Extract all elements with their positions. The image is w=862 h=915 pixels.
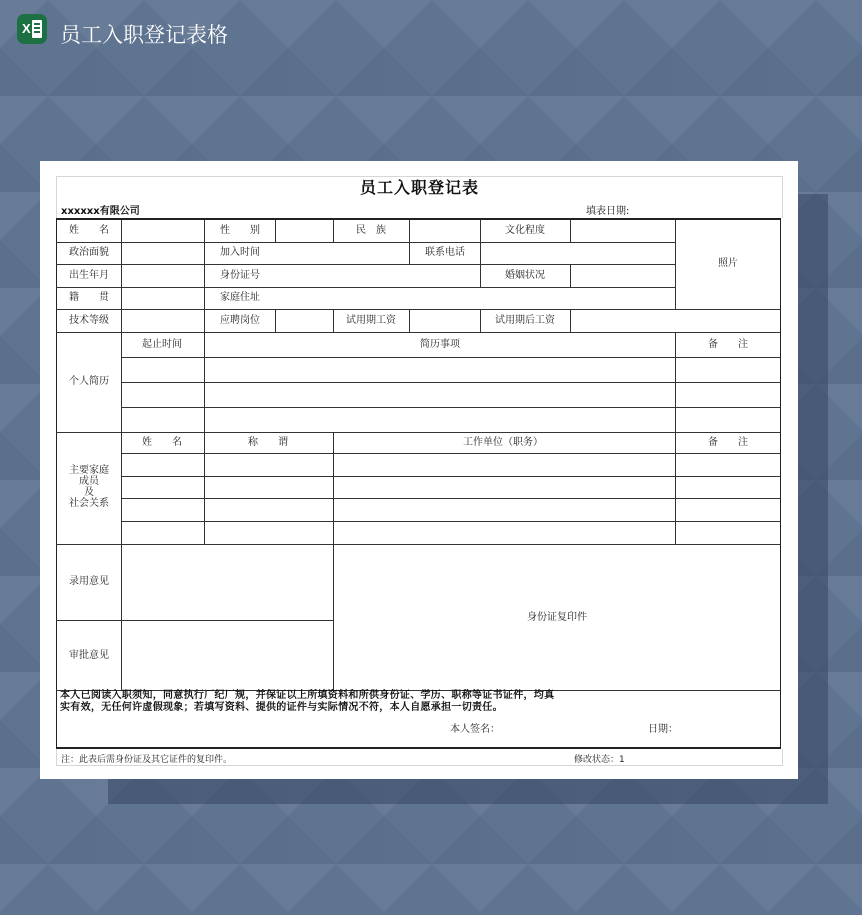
grid-line xyxy=(56,620,333,621)
resume-remark-header: 备 注 xyxy=(708,339,748,350)
grid-line xyxy=(121,407,781,408)
gender-label: 性 别 xyxy=(220,225,260,236)
form-subheader xyxy=(56,199,783,218)
fill-date-label: 填表日期: xyxy=(586,206,630,217)
grid-line xyxy=(480,309,481,332)
trial-salary-label: 试用期工资 xyxy=(346,315,396,326)
company-name: xxxxxx有限公司 xyxy=(61,206,140,217)
grid-line xyxy=(56,309,781,310)
hire-opinion-label: 录用意见 xyxy=(69,576,109,587)
form-table xyxy=(56,218,781,749)
tech-level-label: 技术等级 xyxy=(69,315,109,326)
marital-label: 婚姻状况 xyxy=(505,270,545,281)
family-section-label-2: 成员 xyxy=(79,476,99,487)
excel-icon: X xyxy=(17,14,47,44)
grid-line xyxy=(570,309,571,332)
grid-line xyxy=(121,453,781,454)
family-name-header: 姓 名 xyxy=(142,437,182,448)
grid-line xyxy=(204,432,205,544)
family-section-label-3: 及 xyxy=(84,487,94,498)
declaration xyxy=(60,690,780,714)
sign-date-label: 日期： xyxy=(648,724,678,735)
grid-line xyxy=(56,287,676,288)
resume-items-header: 简历事项 xyxy=(420,339,460,350)
after-trial-salary-label: 试用期后工资 xyxy=(495,315,555,326)
grid-line xyxy=(121,476,781,477)
family-employer-header: 工作单位（职务） xyxy=(463,437,543,448)
declaration-line-2: 实有效，无任何许虚假现象；若填写资料、提供的证件与实际情况不符，本人自愿承担一切责任。 xyxy=(60,702,503,713)
grid-line xyxy=(121,382,781,383)
family-relation-header: 称 谓 xyxy=(248,437,288,448)
grid-line xyxy=(56,242,676,243)
declaration-line-1: 本人已阅读入职须知，同意执行厂纪厂规，并保证以上所填资料和所供身份证、学历、职称等证书证件，均真 xyxy=(60,690,555,701)
grid-line xyxy=(675,432,676,544)
name-label: 姓 名 xyxy=(69,225,109,236)
grid-line xyxy=(570,264,571,287)
form-footer xyxy=(56,749,783,766)
ethnicity-label: 民 族 xyxy=(356,225,386,236)
grid-line xyxy=(56,264,676,265)
phone-label: 联系电话 xyxy=(425,247,465,258)
grid-line xyxy=(480,219,481,287)
id-copy-label: 身份证复印件 xyxy=(527,612,587,623)
grid-line xyxy=(675,219,676,309)
position-label: 应聘岗位 xyxy=(220,315,260,326)
grid-line xyxy=(56,544,781,545)
grid-line xyxy=(121,521,781,522)
family-section-label-4: 社会关系 xyxy=(69,498,109,509)
id-number-label: 身份证号 xyxy=(220,270,260,281)
app-title: 员工入职登记表格 xyxy=(60,23,228,47)
birth-label: 出生年月 xyxy=(69,270,109,281)
education-label: 文化程度 xyxy=(505,225,545,236)
signature-label: 本人签名： xyxy=(450,724,500,735)
grid-line xyxy=(333,309,334,332)
grid-line xyxy=(409,309,410,332)
footer-note: 注：此表后需身份证及其它证件的复印件。 xyxy=(61,755,233,765)
grid-line xyxy=(121,219,122,690)
grid-line xyxy=(570,219,571,242)
family-section-label-1: 主要家庭 xyxy=(69,465,109,476)
approve-opinion-label: 审批意见 xyxy=(69,650,109,661)
grid-line xyxy=(204,332,205,432)
grid-line xyxy=(409,219,410,264)
grid-line xyxy=(204,219,205,332)
politics-label: 政治面貌 xyxy=(69,247,109,258)
form-title: 员工入职登记表 xyxy=(359,178,479,197)
grid-line xyxy=(56,432,781,433)
app-header xyxy=(0,0,862,70)
resume-section-label: 个人简历 xyxy=(69,376,109,387)
grid-line xyxy=(56,332,781,333)
grid-line xyxy=(275,309,276,332)
form-title-row xyxy=(56,176,783,199)
grid-line xyxy=(675,332,676,432)
grid-line xyxy=(333,432,334,690)
grid-line xyxy=(121,498,781,499)
grid-line xyxy=(333,219,334,242)
grid-line xyxy=(275,219,276,242)
native-place-label: 籍 贯 xyxy=(69,292,109,303)
resume-period-header: 起止时间 xyxy=(142,339,182,350)
join-time-label: 加入时间 xyxy=(220,247,260,258)
grid-line xyxy=(121,357,781,358)
revision-status: 修改状态：1 xyxy=(574,755,625,765)
address-label: 家庭住址 xyxy=(220,292,260,303)
family-remark-header: 备 注 xyxy=(708,437,748,448)
photo-label: 照片 xyxy=(718,258,738,269)
